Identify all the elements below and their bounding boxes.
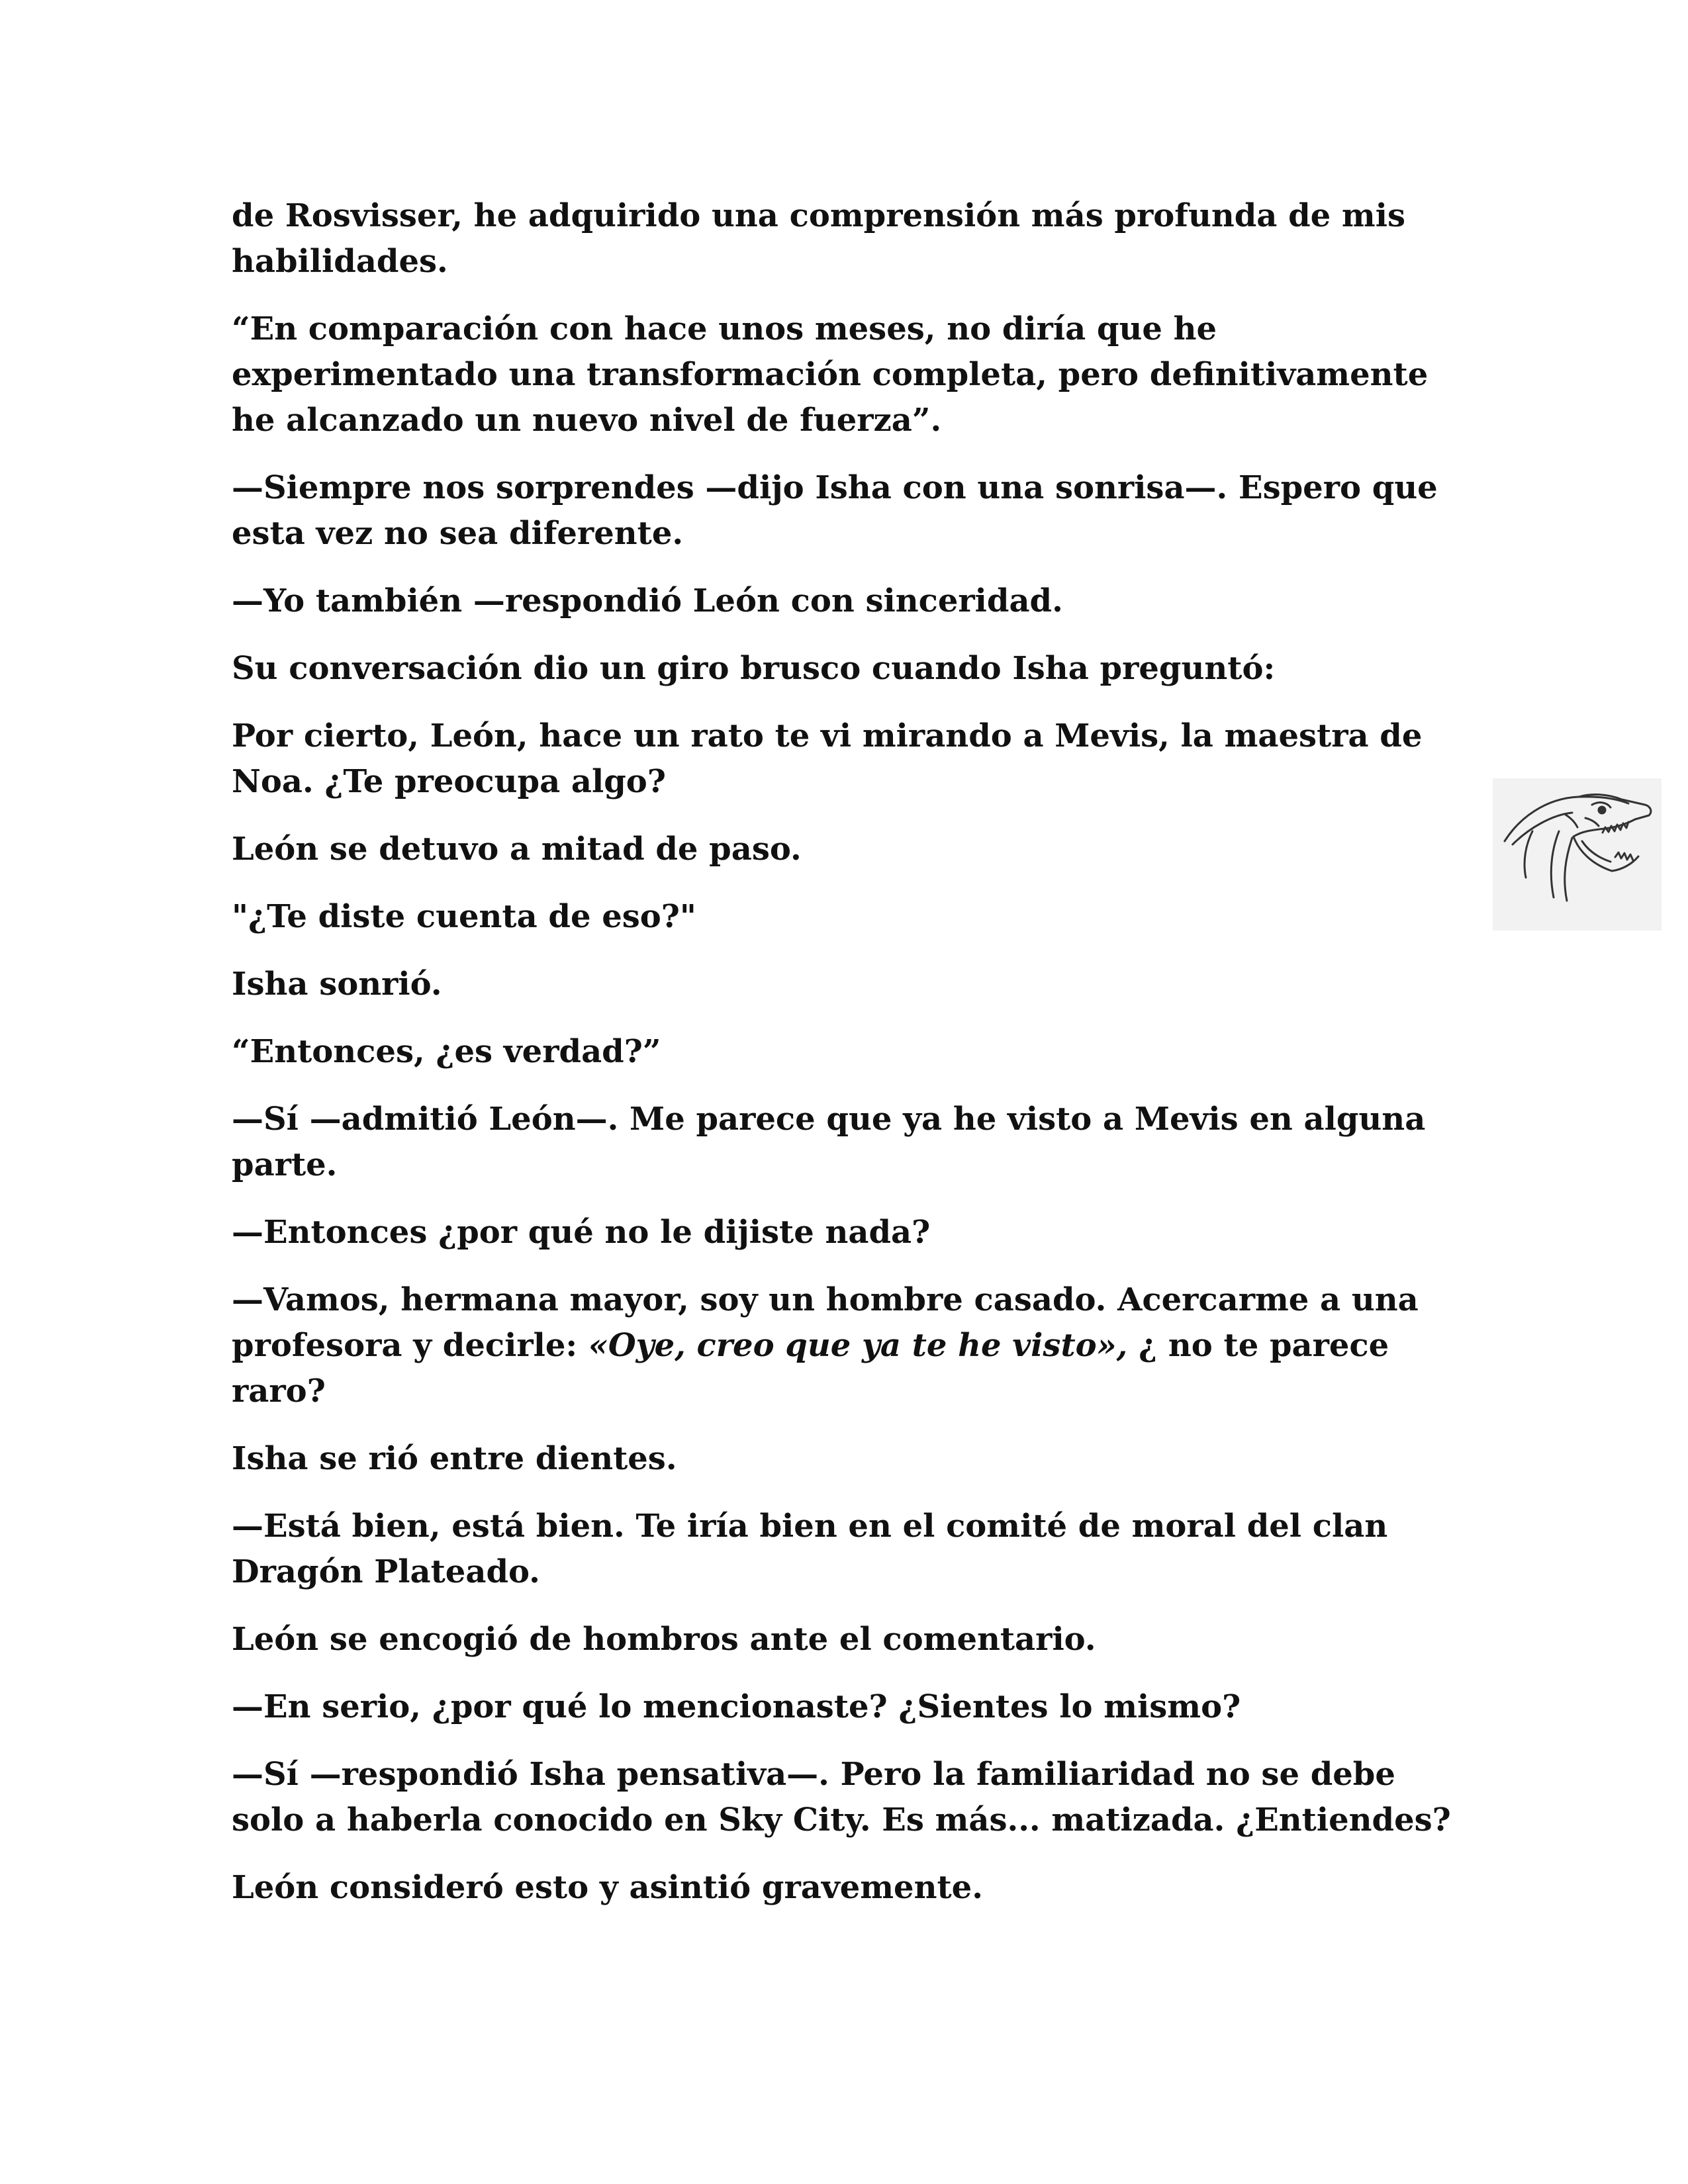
paragraph-text: ¿ no te parece raro? (232, 1327, 1389, 1410)
paragraph: —En serio, ¿por qué lo mencionaste? ¿Sientes lo mismo? (232, 1688, 1241, 1725)
paragraph: León consideró esto y asintió gravemente. (232, 1869, 983, 1906)
italic-quote: «Oye, creo que ya te he visto», (588, 1327, 1128, 1364)
paragraph: “En comparación con hace unos meses, no diría que he experimentado una transformación completa, pero definitivamente he alcanzado un nuevo nivel de fuerza”. (232, 310, 1429, 439)
dinosaur-head-icon (1493, 778, 1662, 931)
document-body (232, 193, 1476, 1933)
paragraph: "¿Te diste cuenta de eso?" (232, 898, 696, 935)
paragraph: —Está bien, está bien. Te iría bien en el comité de moral del clan Dragón Plateado. (232, 1508, 1388, 1590)
paragraph: —Yo también —respondió León con sinceridad. (232, 582, 1063, 619)
paragraph-text: —Vamos, hermana mayor, soy un hombre casado. Acercarme a una profesora y decirle: (232, 1281, 1419, 1364)
paragraph: Su conversación dio un giro brusco cuando Isha preguntó: (232, 650, 1276, 687)
paragraph: —Siempre nos sorprendes —dijo Isha con una sonrisa—. Espero que esta vez no sea diferente. (232, 469, 1438, 552)
paragraph: de Rosvisser, he adquirido una comprensión más profunda de mis habilidades. (232, 197, 1405, 280)
paragraph: Isha sonrió. (232, 966, 442, 1003)
paragraph: —Entonces ¿por qué no le dijiste nada? (232, 1214, 931, 1251)
paragraph: Isha se rió entre dientes. (232, 1440, 677, 1477)
paragraph: —Sí —respondió Isha pensativa—. Pero la familiaridad no se debe solo a haberla conocido en Sky City. Es más... matizada. ¿Entiendes? (232, 1756, 1451, 1839)
paragraph: León se encogió de hombros ante el comentario. (232, 1621, 1096, 1658)
paragraph: “Entonces, ¿es verdad?” (232, 1033, 661, 1070)
paragraph: —Sí —admitió León—. Me parece que ya he visto a Mevis en alguna parte. (232, 1101, 1426, 1183)
paragraph-with-italic-quote (232, 1277, 1476, 1414)
paragraph: Por cierto, León, hace un rato te vi mirando a Mevis, la maestra de Noa. ¿Te preocupa algo? (232, 717, 1423, 800)
paragraph: León se detuvo a mitad de paso. (232, 831, 802, 868)
